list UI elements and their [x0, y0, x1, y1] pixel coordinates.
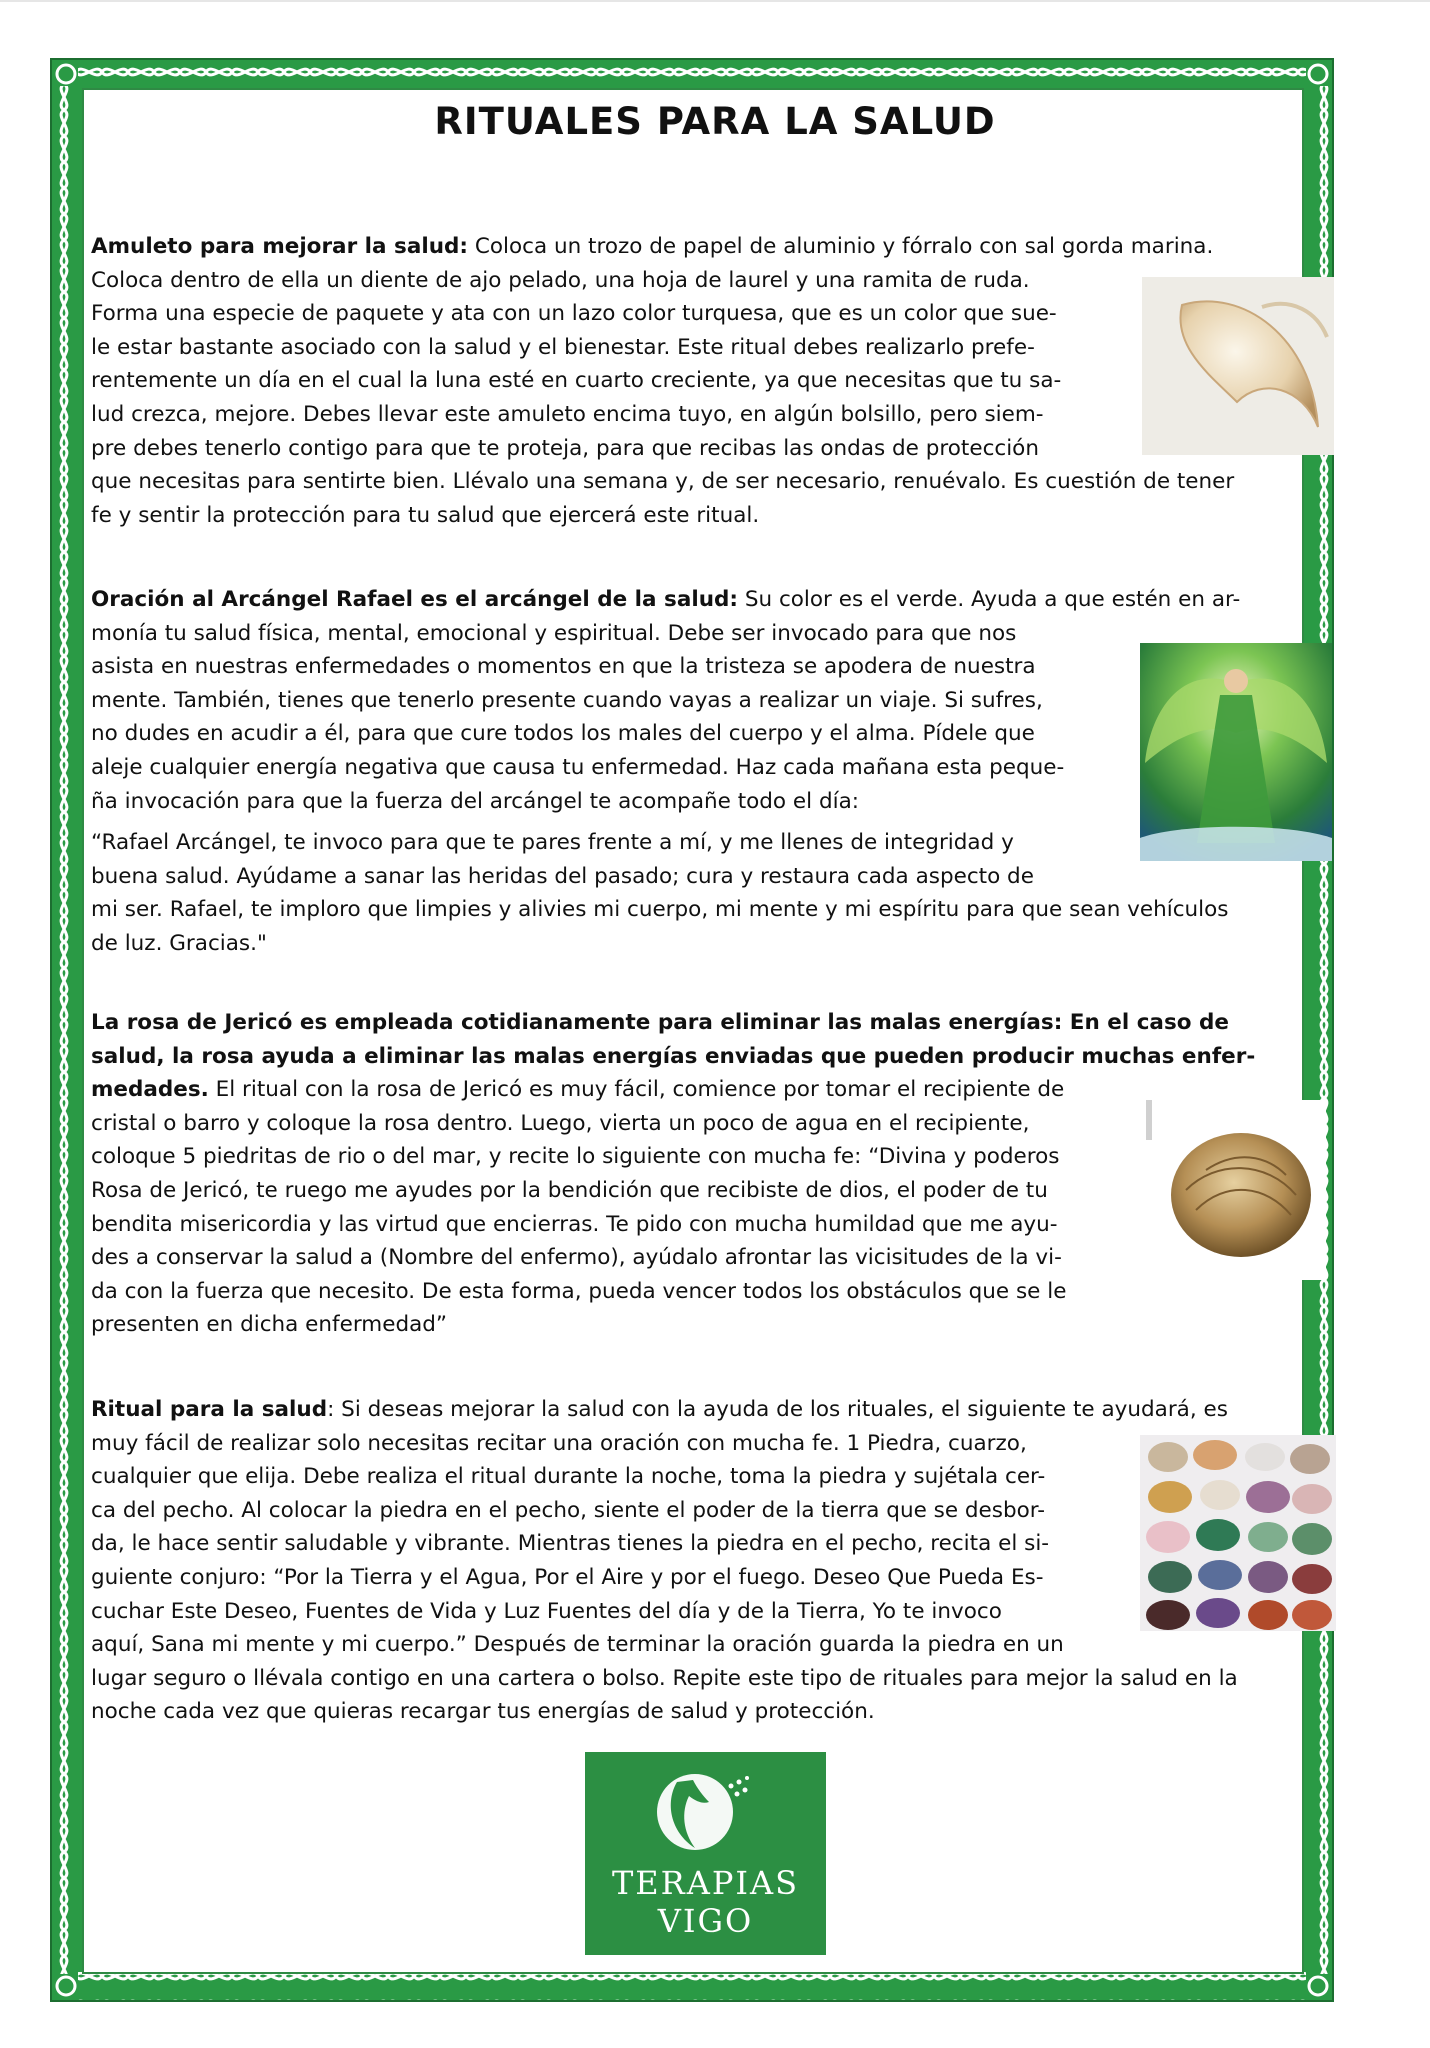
- text-line: aquí, Sana mi mente y mi cuerpo.” Después de terminar la oración guarda la piedra en un: [91, 1632, 1064, 1658]
- text-line: buena salud. Ayúdame a sanar las heridas del pasado; cura y restaura cada aspecto de: [91, 863, 1034, 889]
- text-line: des a conservar la salud a (Nombre del enfermo), ayúdalo afrontar las vicisitudes de la vi-: [91, 1245, 1062, 1271]
- text-line: medades. El ritual con la rosa de Jericó es muy fácil, comience por tomar el recipiente de: [91, 1077, 1065, 1103]
- text-line: muy fácil de realizar solo necesitas recitar una oración con mucha fe. 1 Piedra, cuarzo,: [91, 1430, 1027, 1456]
- section-heading: Ritual para la salud: [91, 1397, 328, 1422]
- text-line: ca del pecho. Al colocar la piedra en el pecho, siente el poder de la tierra que se desbor-: [91, 1497, 1045, 1523]
- section-amuleto: [91, 230, 1234, 532]
- woman-profile-logo-icon: [585, 1752, 826, 1862]
- rose-of-jericho-image: [1146, 1100, 1326, 1280]
- text-line: Forma una especie de paquete y ata con un lazo color turquesa, que es un color que sue-: [91, 301, 1057, 327]
- text-line: presenten en dicha enfermedad”: [91, 1312, 448, 1338]
- text-line: guiente conjuro: “Por la Tierra y el Agua, Por el Aire y por el fuego. Deseo Que Pueda Es-: [91, 1564, 1044, 1590]
- text-line: de luz. Gracias.": [91, 930, 267, 956]
- text-line: aleje cualquier energía negativa que causa tu enfermedad. Haz cada mañana esta peque-: [91, 754, 1065, 780]
- text-line: lud crezca, mejore. Debes llevar este amuleto encima tuyo, en algún bolsillo, pero siem-: [91, 401, 1044, 427]
- text-line: fe y sentir la protección para tu salud que ejercerá este ritual.: [91, 502, 760, 528]
- section-heading: Oración al Arcángel Rafael es el arcángel de la salud:: [91, 587, 739, 612]
- text-line: no dudes en acudir a él, para que cure todos los males del cuerpo y el alma. Pídele que: [91, 721, 1035, 747]
- text-line: cristal o barro y coloque la rosa dentro. Luego, vierta un poco de agua en el recipiente,: [91, 1110, 1030, 1136]
- text-line: Ritual para la salud: Si deseas mejorar la salud con la ayuda de los rituales, el siguiente te ayudará, es: [91, 1397, 1228, 1422]
- text-line: monía tu salud física, mental, emocional y espiritual. Debe ser invocado para que nos: [91, 620, 1017, 646]
- text-line: ña invocación para que la fuerza del arcángel te acompañe todo el día:: [91, 788, 859, 814]
- text-line: rentemente un día en el cual la luna esté en cuarto creciente, ya que necesitas que tu sa-: [91, 368, 1062, 394]
- page-top-line: [0, 0, 1430, 2]
- text-line: bendita misericordia y las virtud que encierras. Te pido con mucha humildad que me ayu-: [91, 1211, 1058, 1237]
- text-line: Coloca dentro de ella un diente de ajo pelado, una hoja de laurel y una ramita de ruda.: [91, 267, 1030, 293]
- text-line: pre debes tenerlo contigo para que te proteja, para que recibas las ondas de protección: [91, 435, 1039, 461]
- text-line: cuchar Este Deseo, Fuentes de Vida y Luz Fuentes del día y de la Tierra, Yo te invoco: [91, 1598, 1002, 1624]
- text-line: lugar seguro o llévala contigo en una cartera o bolso. Repite este tipo de rituales para mejor la salud en la: [91, 1665, 1238, 1691]
- text-line: le estar bastante asociado con la salud y el bienestar. Este ritual debes realizarlo prefe-: [91, 334, 1035, 360]
- archangel-rafael-image: [1140, 643, 1332, 861]
- text-line: cualquier que elija. Debe realiza el ritual durante la noche, toma la piedra y sujétala cer-: [91, 1464, 1046, 1490]
- text-line: salud, la rosa ayuda a eliminar las malas energías enviadas que pueden producir muchas enfer-: [91, 1043, 1256, 1069]
- text-line: “Rafael Arcángel, te invoco para que te pares frente a mí, y me llenes de integridad y: [91, 830, 1014, 855]
- text-line: que necesitas para sentirte bien. Llévalo una semana y, de ser necesario, renuévalo. Es cuestión de tener: [91, 469, 1235, 495]
- garlic-clove-image: [1142, 277, 1334, 455]
- section-arcangel: [91, 583, 1240, 818]
- text-line: Oración al Arcángel Rafael es el arcángel de la salud: Su color es el verde. Ayuda a que estén en ar-: [91, 587, 1241, 612]
- polished-stones-image: [1140, 1435, 1336, 1631]
- text-line: da con la fuerza que necesito. De esta forma, pueda vencer todos los obstáculos que se le: [91, 1278, 1067, 1304]
- text-line: asista en nuestras enfermedades o momentos en que la tristeza se apodera de nuestra: [91, 654, 1036, 680]
- text-line: da, le hace sentir saludable y vibrante. Mientras tienes la piedra en el pecho, recita el si-: [91, 1531, 1050, 1557]
- section-rosa-jerico: [91, 1006, 1255, 1342]
- page-title: RITUALES PARA LA SALUD: [434, 100, 996, 143]
- text-line: coloque 5 piedritas de rio o del mar, y recite lo siguiente con mucha fe: “Divina y poderos: [91, 1144, 1060, 1170]
- logo-text-vigo: VIGO: [657, 1902, 754, 1940]
- prayer-text: [91, 826, 1229, 960]
- section-heading: Amuleto para mejorar la salud:: [91, 234, 468, 259]
- logo-text-terapias: TERAPIAS: [611, 1864, 800, 1902]
- text-line: Amuleto para mejorar la salud: Coloca un trozo de papel de aluminio y fórralo con sal gorda marina.: [91, 234, 1214, 259]
- text-line: noche cada vez que quieras recargar tus energías de salud y protección.: [91, 1699, 875, 1725]
- text-line: mente. También, tienes que tenerlo presente cuando vayas a realizar un viaje. Si sufres,: [91, 687, 1043, 713]
- text-line: Rosa de Jericó, te ruego me ayudes por la bendición que recibiste de dios, el poder de tu: [91, 1177, 1048, 1203]
- text-line: La rosa de Jericó es empleada cotidianamente para eliminar las malas energías: En el caso de: [91, 1010, 1229, 1035]
- section-ritual-salud: [91, 1393, 1238, 1729]
- terapias-vigo-logo: [585, 1752, 826, 1955]
- text-line: mi ser. Rafael, te imploro que limpies y alivies mi cuerpo, mi mente y mi espíritu para que sean vehículos: [91, 897, 1229, 923]
